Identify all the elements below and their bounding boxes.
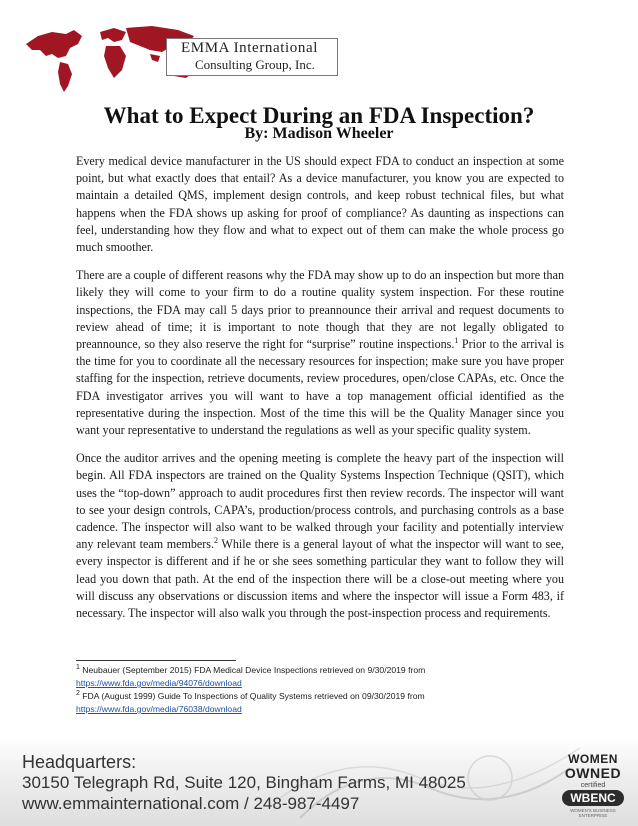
footnote-ref-2: 2 <box>214 536 219 546</box>
paragraph-3-text-b: While there is a general layout of what the inspector will want to see, every inspector is different and if he or she sees something particular they want to follow they will lead you down that path. At the end of the inspection there will be a close-out meeting where you will discuss any observations or discussion items and where the inspector will issue a Form 483, if necessary. The inspector will also walk you through the post-inspection process and requirements. <box>76 537 564 621</box>
paragraph-2-text-b: Prior to the arrival is the time for you to coordinate all the necessary resources for inspection; make sure you have proper staffing for the inspection, retrieve documents, review procedures, open/close CAPAs, etc. Once the FDA investigator arrives you will want to have a top management official identified as the representative during the inspection. Most of the time this will be the Quality Manager since you want your representative to understand the regulations as well as your specific quality system. <box>76 337 564 438</box>
badge-tagline: WOMEN'S BUSINESS ENTERPRISE <box>570 808 616 818</box>
footer-contact: www.emmainternational.com / 248-987-4497 <box>22 794 360 813</box>
footer-address: 30150 Telegraph Rd, Suite 120, Bingham Farms, MI 48025 <box>22 773 466 792</box>
article-body <box>76 153 564 633</box>
badge-wbenc-text: WBENC <box>562 790 624 806</box>
footnote-1-text: Neubauer (September 2015) FDA Medical Device Inspections retrieved on 9/30/2019 from <box>79 665 426 675</box>
footnote-2-link[interactable]: https://www.fda.gov/media/76038/download <box>76 704 242 714</box>
paragraph-2 <box>76 267 564 439</box>
author-byline: By: Madison Wheeler <box>244 125 394 142</box>
company-logo <box>0 0 340 100</box>
footnotes <box>76 664 546 716</box>
page-title: What to Expect During an FDA Inspection? <box>103 103 535 128</box>
footer-hq-label: Headquarters: <box>22 752 137 772</box>
women-owned-badge <box>558 752 628 816</box>
footnote-2-number: 2 <box>76 690 80 698</box>
footnote-1 <box>76 664 546 677</box>
badge-owned-text: OWNED <box>564 765 622 781</box>
paragraph-3 <box>76 450 564 622</box>
badge-certified-text: certified <box>580 782 606 789</box>
paragraph-2-text-a: There are a couple of different reasons why the FDA may show up to do an inspection but more than likely they will come to your firm to do a routine quality system inspection. For these routine inspections, the FDA may call 5 days prior to preannounce their arrival and request documents to review ahead of time; it is important to note though that they are not legally obligated to preannounce, so they also reserve the right for “surprise” routine inspections. <box>76 268 564 352</box>
logo-name-box <box>166 38 338 76</box>
logo-company-subtitle: Consulting Group, Inc. <box>195 57 315 72</box>
footnote-ref-1: 1 <box>454 336 459 345</box>
paragraph-1 <box>76 153 564 256</box>
footnote-divider <box>76 660 236 661</box>
footnote-1-number: 1 <box>76 664 80 672</box>
footnote-2 <box>76 690 546 703</box>
paragraph-3-text-a: Once the auditor arrives and the opening meeting is complete the heavy part of the inspection will begin. All FDA inspectors are trained on the Quality Systems Inspection Technique (QSIT), which uses the “top-down” approach to audit procedures first then review records. The inspector will want to see your design controls, CAPA’s, production/process controls, and purchasing controls as a base cadence. The inspector will also want to be walked through your facility and potentially interview any relevant team members. <box>76 451 564 552</box>
badge-women-text: WOMEN <box>568 752 618 766</box>
page-footer <box>0 738 638 826</box>
paragraph-1-text: Every medical device manufacturer in the US should expect FDA to conduct an inspection at some point, but what exactly does that entail? As a device manufacturer, you know you are expected to maintain a detailed QMS, implement design controls, and keep robust technical files, but what happens when the FDA shows up asking for proof of compliance? As daunting as inspections can feel, understanding how they flow and what to expect out of them can make the whole process go much smoother. <box>76 154 564 255</box>
footnote-1-link[interactable]: https://www.fda.gov/media/94076/download <box>76 678 242 688</box>
footnote-2-text: FDA (August 1999) Guide To Inspections of Quality Systems retrieved on 09/30/2019 from <box>79 691 425 701</box>
logo-company-name: EMMA International <box>181 40 319 56</box>
